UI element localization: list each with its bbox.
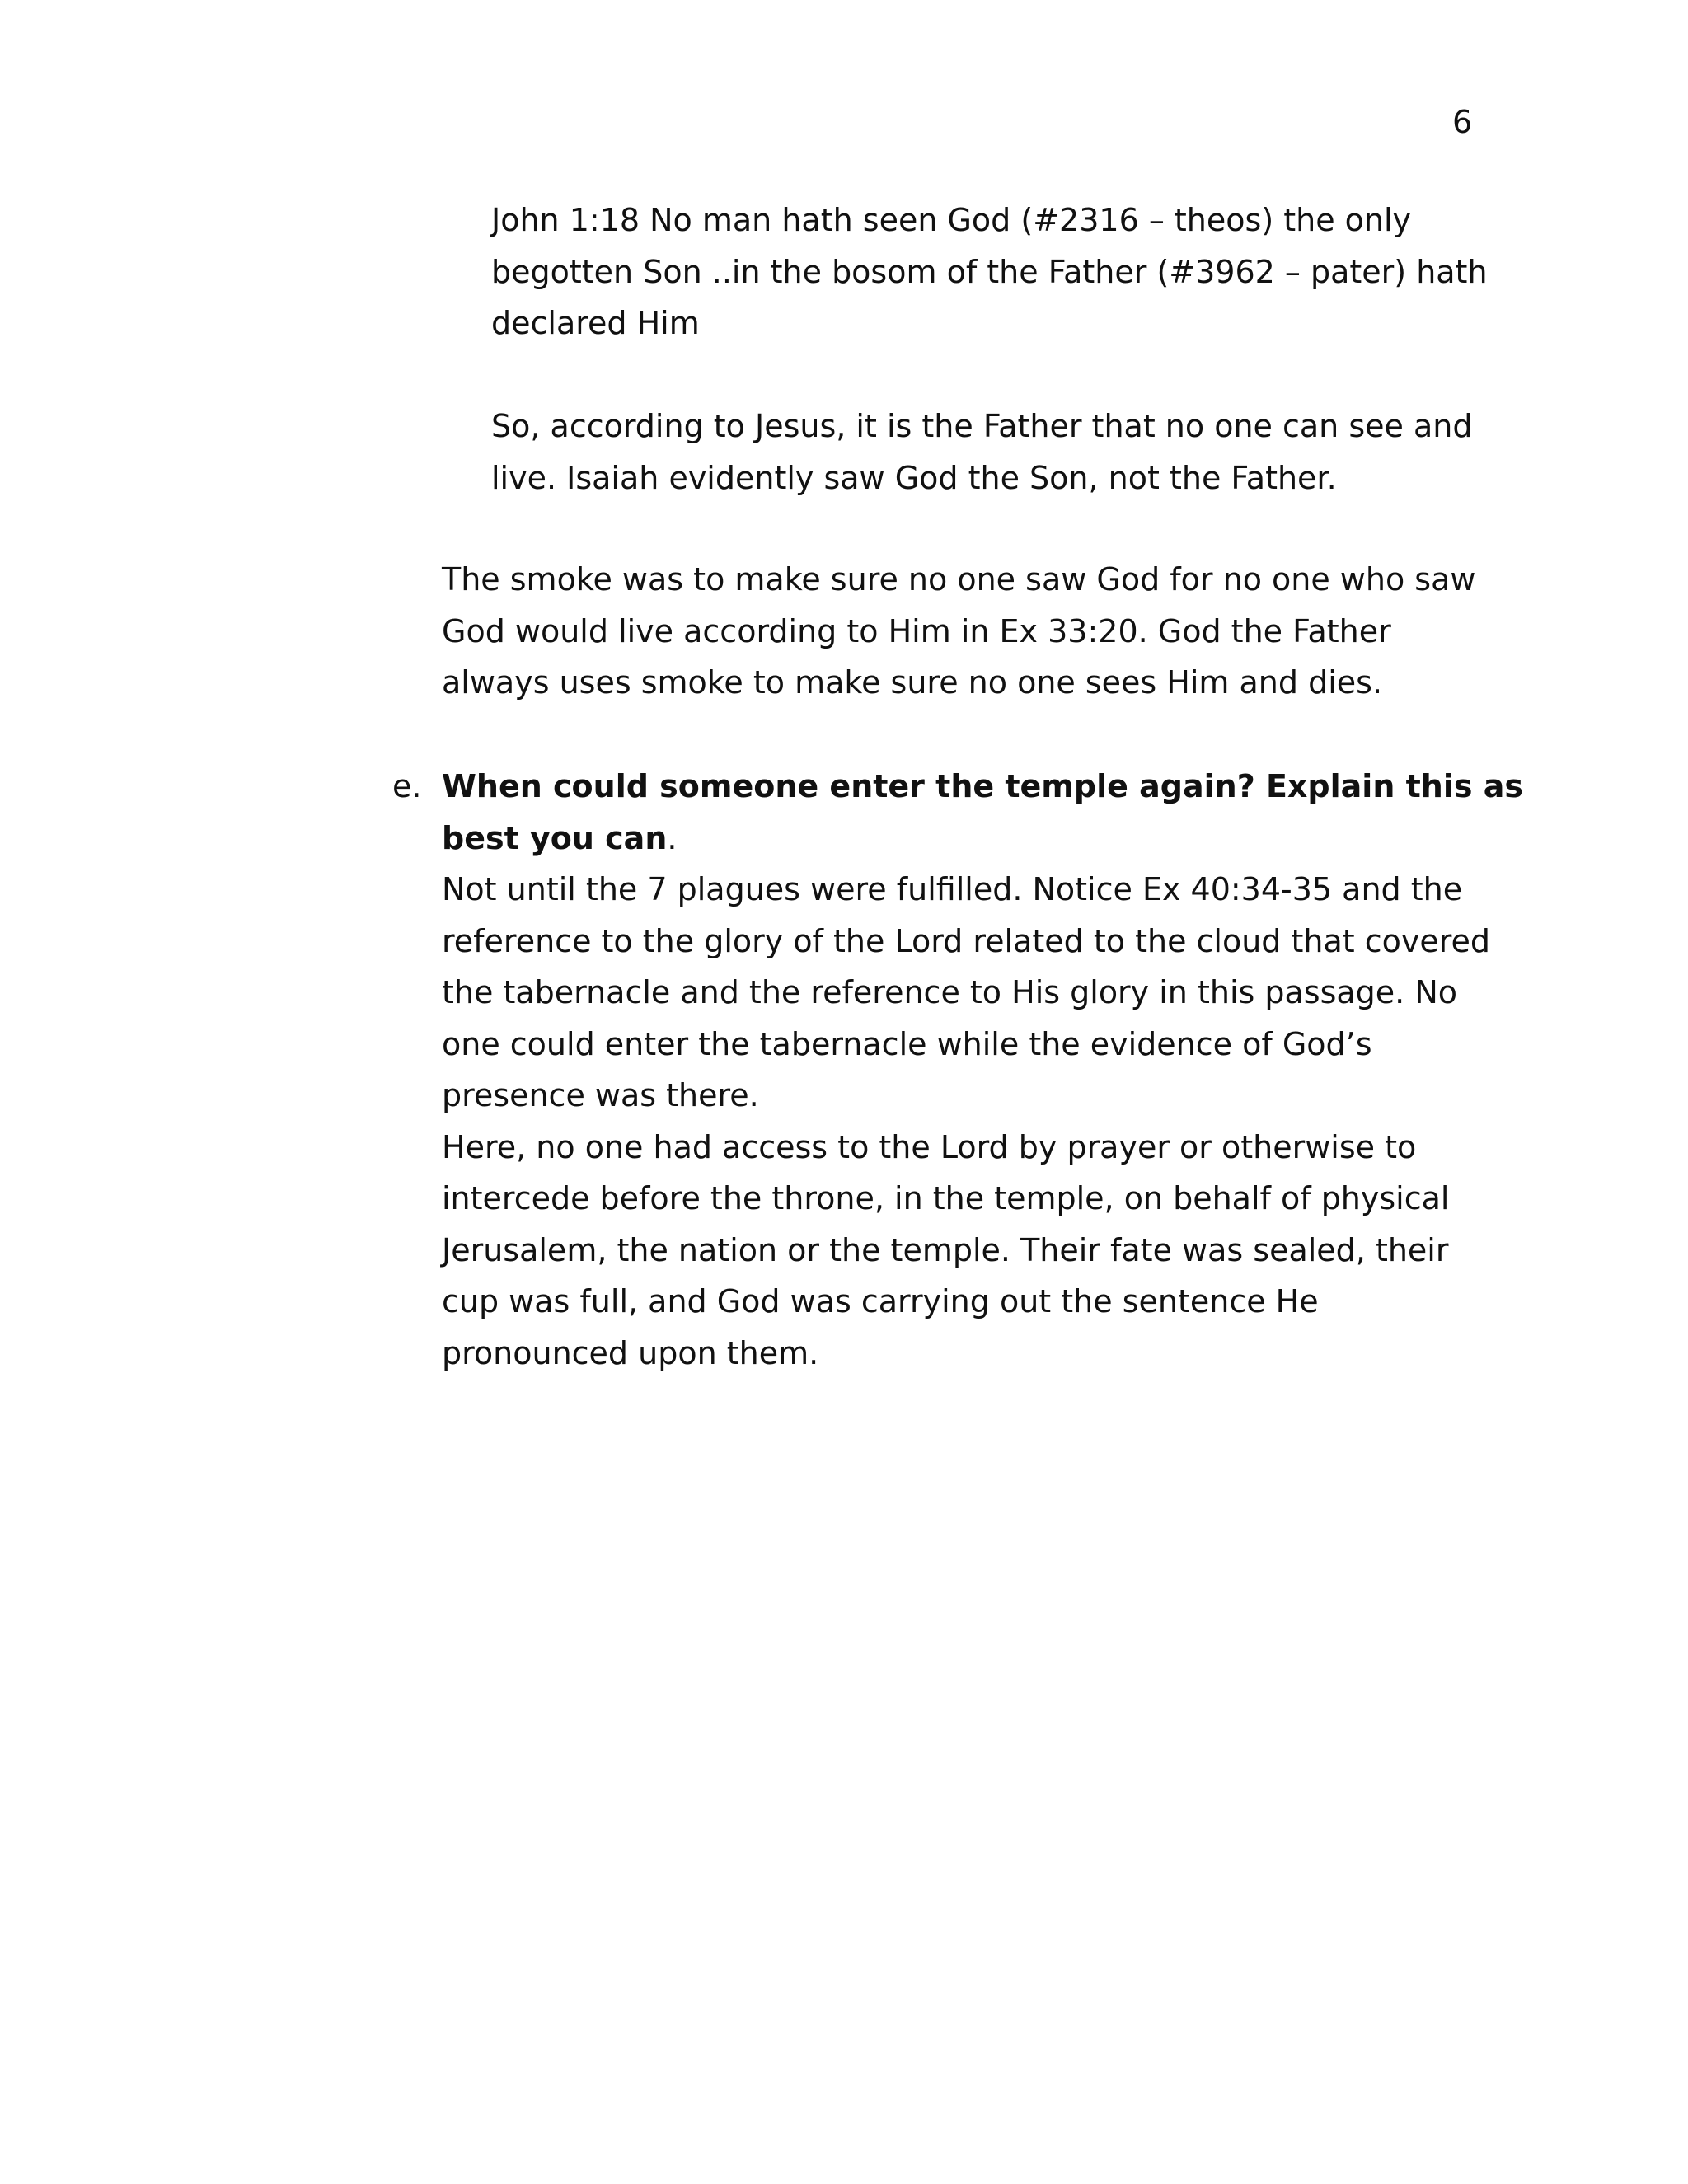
paragraph-line: The smoke was to make sure no one saw God for no one who saw [442, 561, 1476, 598]
question-line: When could someone enter the temple again? Explain this as [442, 768, 1523, 804]
answer-line: Here, no one had access to the Lord by prayer or otherwise to [442, 1128, 1417, 1165]
answer-line: pronounced upon them. [442, 1334, 819, 1371]
quote-line: begotten Son ..in the bosom of the Father (#3962 – pater) hath [491, 253, 1488, 290]
answer-line: reference to the glory of the Lord related to the cloud that covered [442, 922, 1491, 959]
question-period: . [667, 819, 678, 856]
answer-line: intercede before the throne, in the temple, on behalf of physical [442, 1180, 1450, 1216]
quote-line: John 1:18 No man hath seen God (#2316 – theos) the only [491, 202, 1412, 238]
list-marker: e. [392, 768, 422, 804]
answer-line: one could enter the tabernacle while the evidence of God’s [442, 1025, 1372, 1062]
list-item-e [392, 761, 1523, 1379]
answer-line: presence was there. [442, 1077, 759, 1113]
scripture-quote-john [491, 194, 1488, 349]
paragraph-line: God would live according to Him in Ex 33:20. God the Father [442, 612, 1391, 649]
answer-line: Not until the 7 plagues were fulfilled. Notice Ex 40:34-35 and the [442, 871, 1463, 907]
quote-line: So, according to Jesus, it is the Father that no one can see and [491, 408, 1473, 444]
paragraph-line: always uses smoke to make sure no one sees Him and dies. [442, 664, 1383, 701]
quote-commentary [491, 401, 1472, 504]
answer-line: the tabernacle and the reference to His glory in this passage. No [442, 974, 1458, 1010]
answer-line: Jerusalem, the nation or the temple. Their fate was sealed, their [442, 1231, 1449, 1268]
page-number: 6 [1452, 104, 1473, 140]
answer-line: cup was full, and God was carrying out the sentence He [442, 1283, 1319, 1319]
question-line: best you can [442, 819, 668, 856]
quote-line: live. Isaiah evidently saw God the Son, not the Father. [491, 459, 1337, 496]
quote-line: declared Him [491, 305, 700, 341]
smoke-paragraph [442, 554, 1475, 709]
question-line-end [442, 813, 1523, 865]
